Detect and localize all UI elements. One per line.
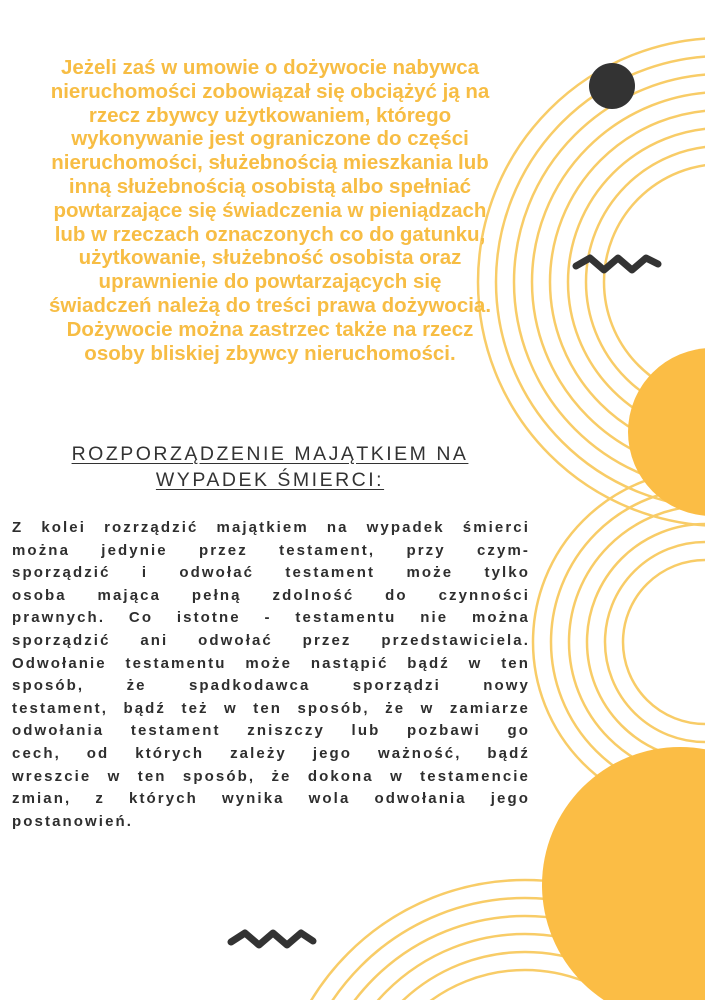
heading-line: WYPADEK ŚMIERCI: <box>155 469 385 491</box>
intro-line: świadczeń należą do treści prawa dożywocia. <box>48 293 492 317</box>
yellow-half-circle-middle <box>628 348 705 516</box>
section-heading <box>20 441 520 493</box>
zigzag-mark-bottom <box>231 933 313 945</box>
body-line: odwołania testament zniszczy lub pozbawi go <box>12 722 530 740</box>
body-line: zmian, z których wynika wola odwołania jego <box>12 790 530 808</box>
body-line: postanowień. <box>12 812 134 830</box>
yellow-half-circle-bottom <box>542 747 705 1000</box>
intro-line: Dożywocie można zastrzec także na rzecz <box>66 317 474 341</box>
intro-line: inną służebnością osobistą albo spełniać <box>68 174 472 198</box>
intro-line: nieruchomości, służebnością mieszkania lub <box>51 151 489 175</box>
heading-line: ROZPORZĄDZENIE MAJĄTKIEM NA <box>71 443 469 465</box>
intro-line: użytkowanie, służebność osobista oraz <box>78 246 462 270</box>
intro-line: uprawnienie do powtarzających się <box>98 270 442 294</box>
body-line: prawnych. Co istotne - testamentu nie można <box>12 609 530 627</box>
body-line: Z kolei rozrządzić majątkiem na wypadek śmierci <box>12 519 530 536</box>
body-line: cech, od których zależy jego ważność, bądź <box>12 744 530 762</box>
body-line: testament, bądź też w ten sposób, że w zamiarze <box>12 699 530 717</box>
body-line: Odwołanie testamentu może nastąpić bądź w ten <box>12 654 530 672</box>
body-line: osoba mająca pełną zdolność do czynności <box>12 586 530 604</box>
intro-line: rzecz zbywcy użytkowaniem, którego <box>88 103 452 127</box>
intro-line: nieruchomości zobowiązał się obciążyć ją na <box>50 79 490 103</box>
body-line: można jedynie przez testament, przy czym- <box>12 541 530 559</box>
body-line: wreszcie w ten sposób, że dokona w testamencie <box>12 767 530 785</box>
dark-dot <box>589 63 635 109</box>
body-line: sporządzić ani odwołać przez przedstawiciela. <box>12 631 530 649</box>
intro-line: osoby bliskiej zbywcy nieruchomości. <box>84 341 456 365</box>
body-line: sporządzić i odwołać testament może tylko <box>12 564 530 582</box>
intro-line: lub w rzeczach oznaczonych co do gatunku, <box>54 222 486 246</box>
body-paragraph <box>12 517 530 833</box>
intro-line: powtarzające się świadczenia w pieniądzach <box>53 198 487 222</box>
intro-line: wykonywanie jest ograniczone do części <box>71 127 469 151</box>
intro-line: Jeżeli zaś w umowie o dożywocie nabywca <box>60 56 480 79</box>
body-line: sposób, że spadkodawca sporządzi nowy <box>12 677 530 695</box>
intro-paragraph <box>12 56 528 365</box>
